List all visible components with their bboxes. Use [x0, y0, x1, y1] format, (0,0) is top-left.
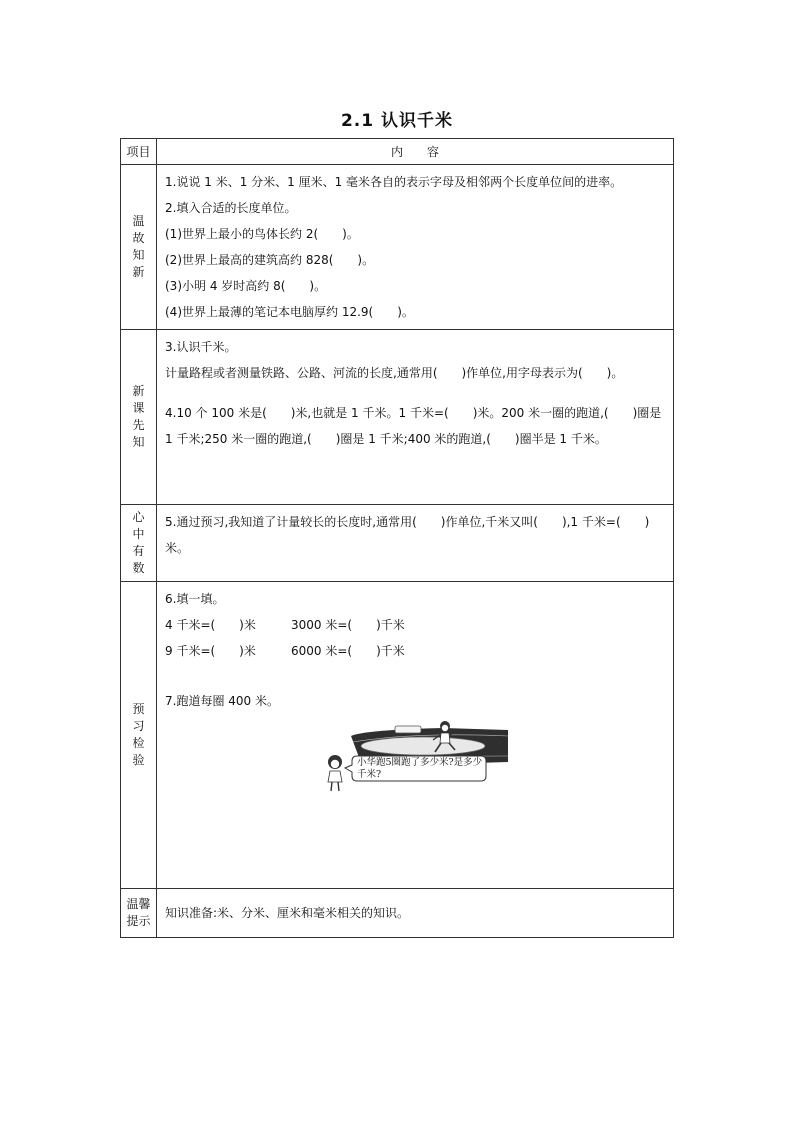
q6-title: 6.填一填。	[165, 592, 225, 606]
check-row	[121, 582, 674, 889]
tips-label: 温馨提示	[126, 897, 151, 928]
header-item: 项目	[121, 139, 157, 165]
new-row	[121, 330, 674, 505]
review-label-cell	[121, 165, 157, 330]
q5-text: 5.通过预习,我知道了计量较长的长度时,通常用( )作单位,千米又叫( ),1 千米=( )米。	[165, 515, 650, 555]
tips-text: 知识准备:米、分米、厘米和毫米相关的知识。	[165, 906, 410, 920]
tips-content	[157, 889, 674, 938]
q7-title: 7.跑道每圈 400 米。	[165, 694, 279, 708]
q3-text: 计量路程或者测量铁路、公路、河流的长度,通常用( )作单位,用字母表示为( )。	[165, 366, 624, 380]
mind-content	[157, 505, 674, 582]
check-label-cell	[121, 582, 157, 889]
q6-row-1-right: 3000 米=( )千米	[291, 618, 405, 632]
review-label: 温故知新	[132, 214, 145, 279]
page-title: 2.1 认识千米	[340, 111, 454, 131]
mind-row	[121, 505, 674, 582]
review-line-4: (2)世界上最高的建筑高约 828( )。	[165, 253, 375, 267]
mind-label: 心中有数	[132, 510, 145, 575]
speech-bubble-text: 小华跑5圈跑了多少米?是多少千米?	[357, 757, 483, 780]
review-line-5: (3)小明 4 岁时高约 8( )。	[165, 279, 327, 293]
q6-row-1-left: 4 千米=( )米	[165, 618, 256, 632]
running-track-image	[323, 716, 513, 796]
tips-label-cell	[121, 889, 157, 938]
review-line-6: (4)世界上最薄的笔记本电脑厚约 12.9( )。	[165, 305, 414, 319]
check-label: 预习检验	[132, 702, 145, 767]
q6-row-2-left: 9 千米=( )米	[165, 644, 256, 658]
q3-title: 3.认识千米。	[165, 340, 237, 354]
check-content	[157, 582, 674, 889]
track-illustration	[323, 716, 513, 796]
new-label: 新课先知	[132, 384, 145, 449]
header-content: 内 容	[157, 139, 674, 165]
q4-text: 4.10 个 100 米是( )米,也就是 1 千米。1 千米=( )米。200 米一圈的跑道,( )圈是 1 千米;250 米一圈的跑道,( )圈是 1 千米;400 米的跑道,( )圈半是 1 千米。	[165, 406, 662, 446]
review-line-3: (1)世界上最小的鸟体长约 2( )。	[165, 227, 359, 241]
tips-row	[121, 889, 674, 938]
q6-row-2-right: 6000 米=( )千米	[291, 644, 405, 658]
review-line-1: 1.说说 1 米、1 分米、1 厘米、1 毫米各自的表示字母及相邻两个长度单位间的进率。	[165, 175, 623, 189]
table-header-row	[121, 139, 674, 165]
preview-table	[120, 138, 674, 938]
review-content	[157, 165, 674, 330]
new-label-cell	[121, 330, 157, 505]
new-content	[157, 330, 674, 505]
q6-row-1	[165, 612, 665, 638]
mind-label-cell	[121, 505, 157, 582]
q6-row-2	[165, 638, 665, 664]
review-row	[121, 165, 674, 330]
review-line-2: 2.填入合适的长度单位。	[165, 201, 297, 215]
